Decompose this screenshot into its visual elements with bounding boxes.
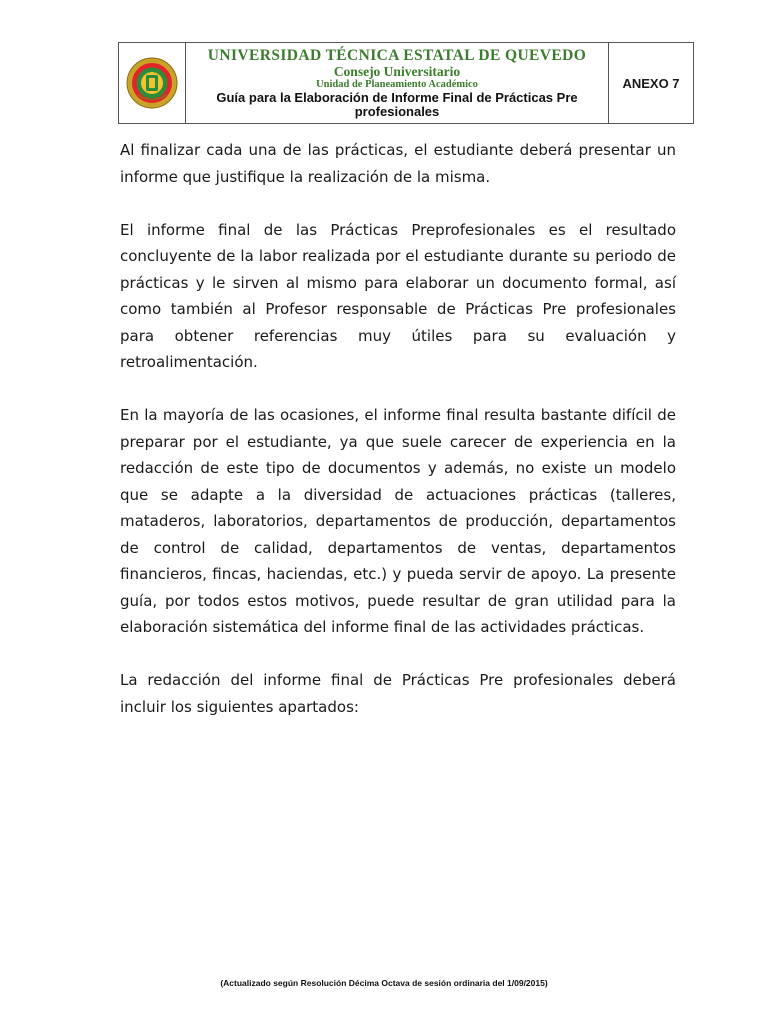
document-header <box>118 42 694 124</box>
university-name: UNIVERSIDAD TÉCNICA ESTATAL DE QUEVEDO <box>207 47 587 64</box>
paragraph-2: El informe final de las Prácticas Preprofesionales es el resultado concluyente de la labor realizada por el estudiante durante su periodo de prácticas y le sirven al mismo para elaborar un documento formal, así como también al Profesor responsable de Prácticas Pre profesionales para obtener referencias muy útiles para su evaluación y retroalimentación. <box>120 220 676 371</box>
paragraph-3: En la mayoría de las ocasiones, el informe final resulta bastante difícil de preparar por el estudiante, ya que suele carecer de experiencia en la redacción de este tipo de documentos y además, no existe un modelo que se adapte a la diversidad de actuaciones prácticas (talleres, mataderos, laboratorios, departamentos de producción, departamentos de control de calidad, departamentos de ventas, departamentos financieros, fincas, haciendas, etc.) y pueda servir de apoyo. La presente guía, por todos estos motivos, puede resultar de gran utilidad para la elaboración sistemática del informe final de las actividades prácticas. <box>120 406 676 636</box>
header-title-block <box>186 43 609 123</box>
council-name: Consejo Universitario <box>333 64 461 79</box>
annex-label: ANEXO 7 <box>622 75 680 91</box>
guide-title: Guía para la Elaboración de Informe Final de Prácticas Pre profesionales <box>216 90 578 119</box>
document-body <box>120 137 676 747</box>
paragraph-1: Al finalizar cada una de las prácticas, el estudiante deberá presentar un informe que justifique la realización de la misma. <box>120 141 676 186</box>
university-seal-icon <box>126 57 178 109</box>
logo-cell <box>119 43 186 123</box>
unit-name: Unidad de Planeamiento Académico <box>316 79 478 90</box>
footer-note: (Actualizado según Resolución Décima Octava de sesión ordinaria del 1/09/2015) <box>220 978 548 988</box>
paragraph-4: La redacción del informe final de Prácticas Pre profesionales deberá incluir los siguientes apartados: <box>120 671 676 716</box>
